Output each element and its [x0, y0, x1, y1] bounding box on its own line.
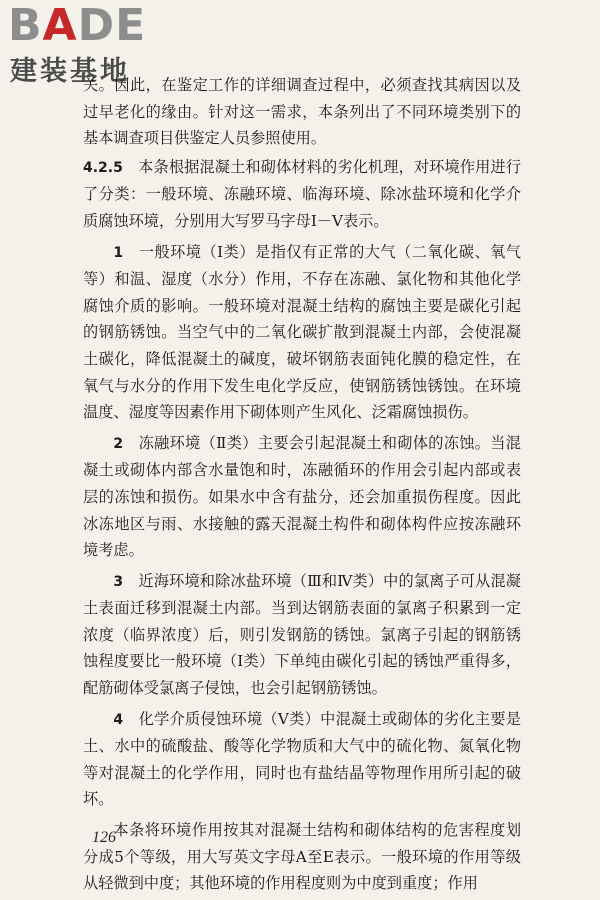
- page-number: 126: [92, 829, 116, 846]
- paragraph-continuation: 关。因此，在鉴定工作的详细调查过程中，必须查找其病因以及过早老化的缘由。针对这一需求，本条列出了不同环境类别下的基本调查项目供鉴定人员参照使用。: [83, 76, 521, 148]
- item-number: 4: [113, 711, 124, 728]
- body-text: [83, 72, 521, 897]
- section-4-2-5: 4.2.5 本条根据混凝土和砌体材料的劣化机理，对环境作用进行了分类：一般环境、冻融环境、临海环境、除冰盐环境和化学介质腐蚀环境，分别用大写罗马字母Ⅰ－Ⅴ表示。: [83, 157, 521, 230]
- paragraph-grades: 本条将环境作用按其对混凝土结构和砌体结构的危害程度划分成5个等级，用大写英文字母A至E表示。一般环境的作用等级从轻微到中度；其他环境的作用程度则为中度到重度；作用: [83, 821, 521, 893]
- section-number: 4.2.5: [83, 159, 123, 176]
- watermark-brand: BADE: [8, 0, 147, 51]
- item-number: 2: [113, 435, 124, 452]
- item-1-general-environment: 1 一般环境（Ⅰ类）是指仅有正常的大气（二氧化碳、氧气等）和温、湿度（水分）作用，不存在冻融、氯化物和其他化学腐蚀介质的影响。一般环境对混凝土结构的腐蚀主要是碳化引起的钢筋锈蚀。当空气中的二氧化碳扩散到混凝土内部，会使混凝土碳化，降低混凝土的碱度，破坏钢筋表面钝化膜的稳定性，在氧气与水分的作用下发生电化学反应，使钢筋锈蚀锈蚀。在环境温度、湿度等因素作用下砌体则产生风化、泛霜腐蚀损伤。: [83, 242, 521, 422]
- watermark-subtitle: 建装基地: [10, 56, 130, 87]
- item-3-marine-deicing: 3 近海环境和除冰盐环境（Ⅲ和Ⅳ类）中的氯离子可从混凝土表面迁移到混凝土内部。当到达钢筋表面的氯离子积累到一定浓度（临界浓度）后，则引发钢筋的锈蚀。氯离子引起的钢筋锈蚀程度要比一般环境（Ⅰ类）下单纯由碳化引起的锈蚀严重得多，配筋砌体受氯离子侵蚀，也会引起钢筋锈蚀。: [83, 571, 521, 698]
- item-number: 1: [113, 244, 124, 261]
- item-number: 3: [113, 573, 124, 590]
- item-4-chemical: 4 化学介质侵蚀环境（Ⅴ类）中混凝土或砌体的劣化主要是土、水中的硫酸盐、酸等化学物质和大气中的硫化物、氮氧化物等对混凝土的化学作用，同时也有盐结晶等物理作用所引起的破坏。: [83, 709, 521, 809]
- item-2-freeze-thaw: 2 冻融环境（Ⅱ类）主要会引起混凝土和砌体的冻蚀。当混凝土或砌体内部含水量饱和时，冻融循环的作用会引起内部或表层的冻蚀和损伤。如果水中含有盐分，还会加重损伤程度。因此冰冻地区与雨、水接触的露天混凝土构件和砌体构件应按冻融环境考虑。: [83, 433, 521, 560]
